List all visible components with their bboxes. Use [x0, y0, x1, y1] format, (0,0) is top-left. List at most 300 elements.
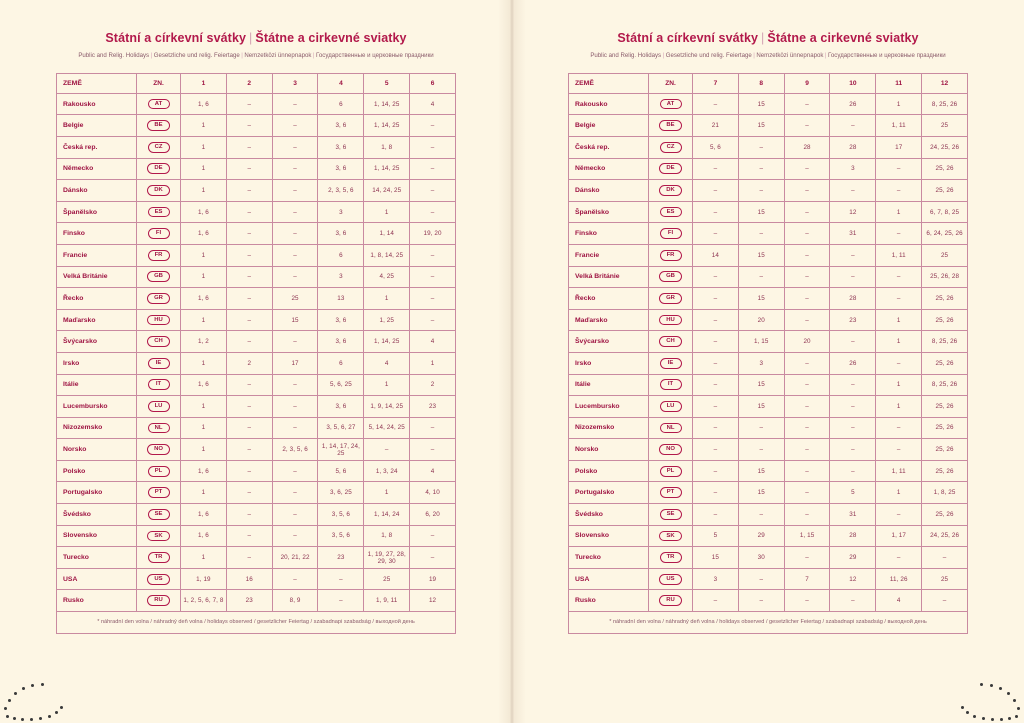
holiday-dates-cell: 1, 2 [181, 331, 227, 353]
holiday-dates-cell: 1 [410, 352, 456, 374]
holiday-dates-cell: – [272, 244, 318, 266]
country-code-cell [649, 331, 693, 353]
page-subtitle [56, 52, 456, 61]
table-footer-left [57, 612, 456, 634]
holiday-dates-cell: 26 [830, 93, 876, 115]
holiday-dates-cell: – [272, 115, 318, 137]
holiday-dates-cell: 23 [318, 547, 364, 569]
country-name: Polsko [57, 460, 137, 482]
country-code-cell [649, 504, 693, 526]
holiday-dates-cell: – [830, 374, 876, 396]
holiday-dates-cell: 25 [922, 244, 968, 266]
holiday-dates-cell: 4 [876, 590, 922, 612]
holiday-dates-cell: – [876, 547, 922, 569]
country-name: Španělsko [57, 201, 137, 223]
country-code-badge: ES [660, 207, 682, 218]
holiday-dates-cell: 4, 25 [364, 266, 410, 288]
subtitle-sep-1: | [150, 52, 153, 60]
holiday-dates-cell: 1, 11 [876, 244, 922, 266]
holiday-dates-cell: – [784, 158, 830, 180]
holiday-dates-cell: – [226, 93, 272, 115]
holiday-dates-cell: 1, 19, 27, 28, 29, 30 [364, 547, 410, 569]
country-code-cell [649, 396, 693, 418]
header-month-7: 7 [693, 73, 739, 93]
holiday-dates-cell: 29 [830, 547, 876, 569]
holiday-dates-cell: 1, 6 [181, 201, 227, 223]
country-name: Rusko [57, 590, 137, 612]
holiday-dates-cell: 15 [738, 244, 784, 266]
holiday-dates-cell: 1, 6 [181, 223, 227, 245]
holiday-dates-cell: 6, 7, 8, 25 [922, 201, 968, 223]
holiday-dates-cell: 1, 25 [364, 309, 410, 331]
holiday-dates-cell: – [830, 396, 876, 418]
country-code-cell [649, 288, 693, 310]
holiday-dates-cell: 29 [738, 525, 784, 547]
holiday-dates-cell: – [272, 568, 318, 590]
table-row [569, 482, 968, 504]
holiday-dates-cell: 1, 8 [364, 525, 410, 547]
holiday-dates-cell: – [318, 568, 364, 590]
holiday-dates-cell: – [693, 180, 739, 202]
country-code-badge: SE [148, 509, 170, 520]
country-name: Řecko [57, 288, 137, 310]
holiday-dates-cell: – [410, 115, 456, 137]
table-row [57, 460, 456, 482]
header-month-12: 12 [922, 73, 968, 93]
holiday-dates-cell: 8, 9 [272, 590, 318, 612]
subtitle-sep-2: | [241, 52, 243, 60]
country-code-badge: CH [147, 336, 170, 347]
holiday-dates-cell: 6 [318, 93, 364, 115]
country-code-badge: ES [148, 207, 170, 218]
holiday-dates-cell: – [226, 223, 272, 245]
holiday-dates-cell: 5, 14, 24, 25 [364, 417, 410, 439]
holiday-dates-cell: – [738, 136, 784, 158]
country-code-badge: PT [148, 487, 170, 498]
country-code-cell [137, 288, 181, 310]
country-name: Německo [57, 158, 137, 180]
country-code-cell [649, 439, 693, 461]
holiday-dates-cell: 8, 25, 26 [922, 93, 968, 115]
country-code-badge: US [659, 574, 681, 585]
holiday-dates-cell: 1, 15 [784, 525, 830, 547]
holiday-dates-cell: – [272, 396, 318, 418]
holiday-dates-cell: 3, 6 [318, 158, 364, 180]
country-code-cell [649, 136, 693, 158]
holiday-dates-cell: – [410, 136, 456, 158]
country-code-cell [649, 266, 693, 288]
holiday-dates-cell: 6, 24, 25, 26 [922, 223, 968, 245]
holiday-dates-cell: 15 [693, 547, 739, 569]
holidays-table-right [568, 73, 968, 634]
holiday-dates-cell: 1 [181, 547, 227, 569]
country-name: Dánsko [569, 180, 649, 202]
holiday-dates-cell: – [876, 158, 922, 180]
holiday-dates-cell: – [784, 309, 830, 331]
holiday-dates-cell: 23 [410, 396, 456, 418]
holiday-dates-cell: 1, 6 [181, 374, 227, 396]
country-code-cell [649, 460, 693, 482]
country-code-badge: US [147, 574, 169, 585]
holiday-dates-cell: – [830, 244, 876, 266]
country-name: Slovensko [569, 525, 649, 547]
country-name: Velká Británie [57, 266, 137, 288]
holiday-dates-cell: 3, 6 [318, 115, 364, 137]
holiday-dates-cell: 25 [364, 568, 410, 590]
country-name: Turecko [57, 547, 137, 569]
holiday-dates-cell: 1, 14, 24 [364, 504, 410, 526]
country-code-cell [137, 266, 181, 288]
country-name: Velká Británie [569, 266, 649, 288]
holiday-dates-cell: 20 [784, 331, 830, 353]
holiday-dates-cell: – [738, 504, 784, 526]
holiday-dates-cell: – [226, 180, 272, 202]
table-body-right [569, 93, 968, 611]
holiday-dates-cell: – [226, 158, 272, 180]
holiday-dates-cell: – [830, 590, 876, 612]
table-row [569, 460, 968, 482]
holiday-dates-cell: 20, 21, 22 [272, 547, 318, 569]
subtitle-de-right: Gesetzliche und relig. Feiertage [665, 52, 752, 60]
holiday-dates-cell: 25 [272, 288, 318, 310]
holiday-dates-cell: – [784, 244, 830, 266]
holiday-dates-cell: 25, 26 [922, 158, 968, 180]
country-code-cell [137, 136, 181, 158]
country-code-cell [649, 547, 693, 569]
holiday-dates-cell: 28 [830, 525, 876, 547]
country-code-badge: SE [660, 509, 682, 520]
header-month-2: 2 [226, 73, 272, 93]
holiday-dates-cell: – [693, 223, 739, 245]
country-code-cell [649, 115, 693, 137]
holiday-dates-cell: – [226, 266, 272, 288]
title-separator: | [249, 31, 253, 45]
header-month-3: 3 [272, 73, 318, 93]
holiday-dates-cell: – [693, 288, 739, 310]
holiday-dates-cell: 4, 10 [410, 482, 456, 504]
holiday-dates-cell: – [830, 180, 876, 202]
holiday-dates-cell: 1 [181, 439, 227, 461]
country-name: Švýcarsko [569, 331, 649, 353]
holiday-dates-cell: 5, 6, 25 [318, 374, 364, 396]
holiday-dates-cell: 7 [784, 568, 830, 590]
holidays-table-left [56, 73, 456, 634]
holiday-dates-cell: 25, 26 [922, 460, 968, 482]
holiday-dates-cell: – [693, 396, 739, 418]
table-row [57, 525, 456, 547]
holiday-dates-cell: – [922, 590, 968, 612]
table-row [57, 93, 456, 115]
holiday-dates-cell: 1 [181, 115, 227, 137]
footnote-text-right: * náhradní den volna / náhradný deň volna / holidays observed / gesetzlicher Feiertag / szabadnapi szabadság / выходной день [569, 612, 968, 634]
table-row [569, 309, 968, 331]
holiday-dates-cell: – [272, 331, 318, 353]
holiday-dates-cell: – [693, 482, 739, 504]
country-code-cell [137, 115, 181, 137]
holiday-dates-cell: 1, 14, 25 [364, 158, 410, 180]
holiday-dates-cell: 5 [830, 482, 876, 504]
country-code-cell [137, 547, 181, 569]
holiday-dates-cell: 1, 6 [181, 460, 227, 482]
holiday-dates-cell: 3, 5, 6, 27 [318, 417, 364, 439]
holiday-dates-cell: – [693, 331, 739, 353]
holiday-dates-cell: 12 [830, 568, 876, 590]
footnote-row-right [569, 612, 968, 634]
country-name: Dánsko [57, 180, 137, 202]
holiday-dates-cell: – [784, 288, 830, 310]
country-name: Česká rep. [57, 136, 137, 158]
country-name: Belgie [569, 115, 649, 137]
holiday-dates-cell: 8, 25, 26 [922, 374, 968, 396]
holiday-dates-cell: – [226, 201, 272, 223]
country-name: Belgie [57, 115, 137, 137]
holiday-dates-cell: – [226, 115, 272, 137]
holiday-dates-cell: 4 [410, 460, 456, 482]
holiday-dates-cell: 3 [693, 568, 739, 590]
country-code-cell [137, 93, 181, 115]
holiday-dates-cell: 1, 19 [181, 568, 227, 590]
table-header-right [569, 73, 968, 93]
table-row [57, 482, 456, 504]
holiday-dates-cell: 1, 6 [181, 525, 227, 547]
header-row-right [569, 73, 968, 93]
country-name: Portugalsko [569, 482, 649, 504]
holiday-dates-cell: – [226, 439, 272, 461]
header-month-8: 8 [738, 73, 784, 93]
table-row [57, 590, 456, 612]
country-code-cell [137, 504, 181, 526]
holiday-dates-cell: – [693, 201, 739, 223]
holiday-dates-cell: 20 [738, 309, 784, 331]
country-code-badge: DK [659, 185, 682, 196]
right-page-content [568, 30, 968, 634]
page-subtitle-right [568, 52, 968, 61]
header-code: ZN. [137, 73, 181, 93]
holiday-dates-cell: 25, 26 [922, 288, 968, 310]
holiday-dates-cell: 6 [318, 244, 364, 266]
country-code-badge: IT [148, 379, 170, 390]
page-title-right [568, 30, 968, 46]
table-row [57, 244, 456, 266]
country-code-badge: FI [660, 228, 682, 239]
holiday-dates-cell: – [272, 93, 318, 115]
holiday-dates-cell: 1 [181, 136, 227, 158]
holiday-dates-cell: – [226, 482, 272, 504]
holiday-dates-cell: 26 [830, 352, 876, 374]
holiday-dates-cell: 25, 26 [922, 417, 968, 439]
holiday-dates-cell: – [784, 374, 830, 396]
holiday-dates-cell: 6, 20 [410, 504, 456, 526]
holiday-dates-cell: – [784, 439, 830, 461]
subtitle-sep-3: | [312, 52, 315, 60]
country-name: Itálie [569, 374, 649, 396]
country-code-badge: TR [148, 552, 170, 563]
table-row [569, 417, 968, 439]
holiday-dates-cell: 1 [364, 374, 410, 396]
holiday-dates-cell: – [693, 158, 739, 180]
holiday-dates-cell: 1, 14, 25 [364, 93, 410, 115]
country-code-cell [137, 460, 181, 482]
country-code-cell [649, 158, 693, 180]
holiday-dates-cell: – [693, 309, 739, 331]
holiday-dates-cell: – [410, 201, 456, 223]
holiday-dates-cell: – [272, 180, 318, 202]
country-code-cell [137, 352, 181, 374]
holiday-dates-cell: 1, 14, 17, 24, 25 [318, 439, 364, 461]
table-row [569, 547, 968, 569]
holiday-dates-cell: 1, 15 [738, 331, 784, 353]
country-code-badge: FR [148, 250, 170, 261]
title-cs: Státní a církevní svátky [105, 31, 247, 45]
country-name: Polsko [569, 460, 649, 482]
holiday-dates-cell: 19, 20 [410, 223, 456, 245]
country-name: Norsko [569, 439, 649, 461]
left-page-content [56, 30, 456, 634]
table-row [569, 396, 968, 418]
holiday-dates-cell: 5, 6 [693, 136, 739, 158]
country-name: Nizozemsko [569, 417, 649, 439]
holiday-dates-cell: 1, 6 [181, 93, 227, 115]
holiday-dates-cell: 25 [922, 568, 968, 590]
holiday-dates-cell: – [410, 244, 456, 266]
holiday-dates-cell: 21 [693, 115, 739, 137]
header-country-right: ZEMĚ [569, 73, 649, 93]
holiday-dates-cell: 11, 26 [876, 568, 922, 590]
holiday-dates-cell: – [738, 158, 784, 180]
holiday-dates-cell: 13 [318, 288, 364, 310]
holiday-dates-cell: 15 [738, 288, 784, 310]
table-row [569, 504, 968, 526]
holiday-dates-cell: 15 [738, 201, 784, 223]
holiday-dates-cell: 2 [226, 352, 272, 374]
table-row [57, 352, 456, 374]
table-row [569, 223, 968, 245]
country-name: Nizozemsko [57, 417, 137, 439]
country-code-badge: SK [659, 531, 681, 542]
table-row [569, 288, 968, 310]
country-code-badge: BE [147, 120, 169, 131]
country-name: USA [57, 568, 137, 590]
holiday-dates-cell: 15 [738, 115, 784, 137]
country-code-cell [137, 374, 181, 396]
holiday-dates-cell: – [272, 374, 318, 396]
holiday-dates-cell: – [272, 266, 318, 288]
country-code-cell [137, 244, 181, 266]
holiday-dates-cell: – [693, 504, 739, 526]
table-row [57, 396, 456, 418]
holiday-dates-cell: – [876, 223, 922, 245]
holiday-dates-cell: – [272, 201, 318, 223]
holiday-dates-cell: – [876, 288, 922, 310]
header-code-right: ZN. [649, 73, 693, 93]
country-code-cell [137, 482, 181, 504]
header-month-9: 9 [784, 73, 830, 93]
country-code-cell [137, 396, 181, 418]
holiday-dates-cell: 3, 6 [318, 136, 364, 158]
country-name: Španělsko [569, 201, 649, 223]
holiday-dates-cell: – [693, 266, 739, 288]
holiday-dates-cell: 1 [181, 266, 227, 288]
holiday-dates-cell: 1 [364, 288, 410, 310]
title-sk-right: Štátne a cirkevné sviatky [767, 31, 919, 45]
header-country: ZEMĚ [57, 73, 137, 93]
country-code-cell [137, 590, 181, 612]
table-row [569, 93, 968, 115]
holiday-dates-cell: 1, 6 [181, 288, 227, 310]
holiday-dates-cell: – [272, 460, 318, 482]
holiday-dates-cell: 1, 14, 25 [364, 115, 410, 137]
country-name: Norsko [57, 439, 137, 461]
holiday-dates-cell: 23 [830, 309, 876, 331]
country-name: Lucembursko [569, 396, 649, 418]
table-row [57, 331, 456, 353]
table-row [569, 568, 968, 590]
country-code-cell [649, 201, 693, 223]
subtitle-sep-3-right: | [824, 52, 827, 60]
holiday-dates-cell: 25, 26 [922, 504, 968, 526]
holiday-dates-cell: – [693, 439, 739, 461]
country-name: Francie [57, 244, 137, 266]
holiday-dates-cell: 12 [410, 590, 456, 612]
holiday-dates-cell: – [410, 525, 456, 547]
holiday-dates-cell: – [738, 266, 784, 288]
holiday-dates-cell: – [738, 223, 784, 245]
holiday-dates-cell: 1 [876, 331, 922, 353]
table-row [569, 439, 968, 461]
country-code-badge: CZ [148, 142, 170, 153]
holiday-dates-cell: – [784, 93, 830, 115]
holiday-dates-cell: – [226, 288, 272, 310]
holiday-dates-cell: – [226, 244, 272, 266]
country-code-badge: PT [660, 487, 682, 498]
table-row [57, 504, 456, 526]
table-row [57, 568, 456, 590]
holiday-dates-cell: – [830, 439, 876, 461]
country-code-badge: HU [659, 315, 682, 326]
holiday-dates-cell: – [922, 547, 968, 569]
table-row [57, 136, 456, 158]
holiday-dates-cell: – [876, 352, 922, 374]
country-code-cell [137, 223, 181, 245]
holiday-dates-cell: – [876, 439, 922, 461]
holiday-dates-cell: – [364, 439, 410, 461]
holiday-dates-cell: 4 [364, 352, 410, 374]
holiday-dates-cell: – [226, 504, 272, 526]
country-name: Portugalsko [57, 482, 137, 504]
table-row [569, 180, 968, 202]
subtitle-en-right: Public and Relig. Holidays [590, 52, 662, 60]
country-code-cell [137, 568, 181, 590]
holiday-dates-cell: – [226, 417, 272, 439]
country-code-cell [649, 525, 693, 547]
holiday-dates-cell: 1, 8 [364, 136, 410, 158]
holiday-dates-cell: 8, 25, 26 [922, 331, 968, 353]
table-row [57, 266, 456, 288]
country-code-cell [137, 201, 181, 223]
holiday-dates-cell: 1 [876, 201, 922, 223]
holiday-dates-cell: – [410, 180, 456, 202]
footnote-row [57, 612, 456, 634]
table-row [569, 352, 968, 374]
holiday-dates-cell: – [272, 136, 318, 158]
holiday-dates-cell: – [738, 590, 784, 612]
holiday-dates-cell: 1 [181, 482, 227, 504]
holiday-dates-cell: – [784, 352, 830, 374]
title-separator-right: | [761, 31, 765, 45]
country-code-badge: AT [148, 99, 170, 110]
country-code-badge: IT [660, 379, 682, 390]
country-name: Finsko [569, 223, 649, 245]
